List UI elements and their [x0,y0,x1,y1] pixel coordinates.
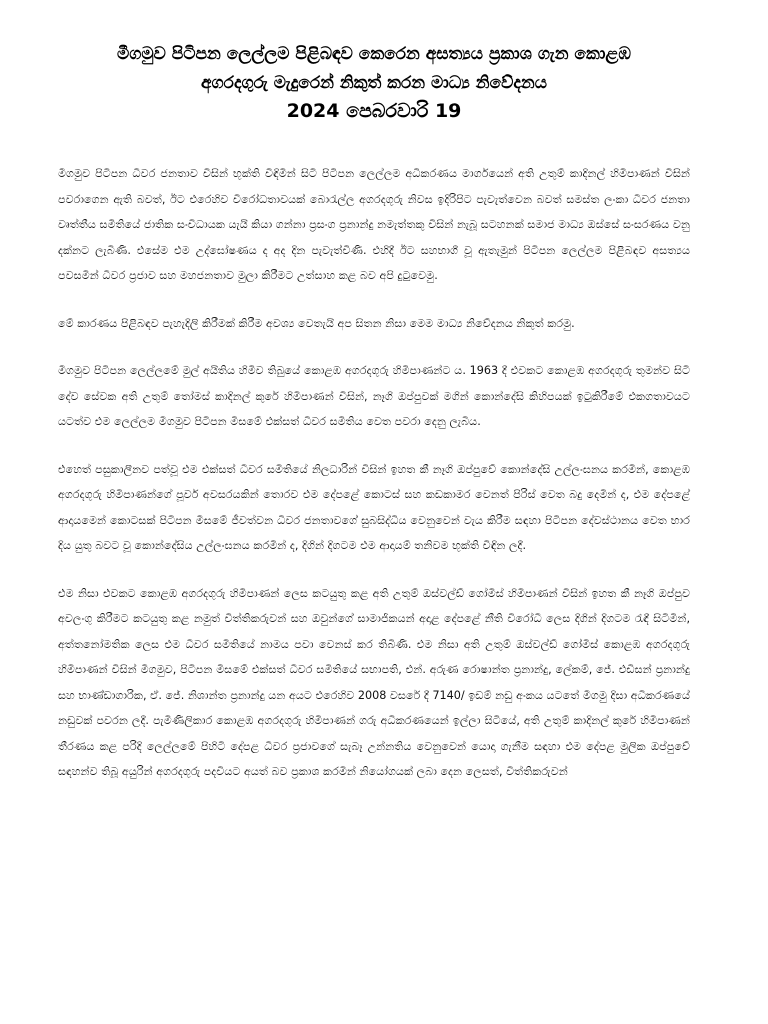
paragraph-5: එම නිසා එවකට කොළඹ අගරදගුරු හිමිපාණන් ලෙස කටයුතු කළ අති උතුම් ඔස්වල්ඩ් ගෝමිස් හිමිපාණන් විසින් ඉහත කී නෑගි ඔප්පුව අවලංගු කිරීමට කටයුතු කළ නමුත් විත්තිකරුවන් සහ ඔවුන්ගේ සාමාජිකයන් අදාළ දේපළේ නීති විරෝධී ලෙස දිගින් දිගටම රැඳී සිටිමින්, අත්තනෝමතික ලෙස එම ධීවර සමිතියේ නාමය පවා වෙනස් කර තිබිණි. එම නිසා අති උතුම් ඔස්වල්ඩ් ගෝමිස් කොළඹ අගරදගුරු හිමිපාණන් විසින් මීගමුව, පිටිපන මීසමේ එක්සත් ධීවර සමිතියේ සභාපති, එන්. අරුණ රොෂාන්ත ප්‍රනාන්දු, ලේකම්, ජේ. එඩිසන් ප්‍රනාන්දු සහ භාණ්ඩාගාරික, ඒ. ජේ. නිශාන්ත ප්‍රනාන්දු යන අයට එරෙහිව 2008 වසරේ දී 7140/ ඉඩම් නඩු අංකය යටතේ මීගමු දිසා අධිකරණයේ නඩුවක් පවරන ලදී. පැමිණිලිකාර කොළඹ අගරදගුරු හිමිපාණන් ගරු අධිකරණයෙන් ඉල්ලා සිටියේ, අති උතුම් කාදිනල් කුරේ හිමිපාණන් තීරණය කළ පරිදි ලෙල්ලමේ පිහිටි දේපළ ධීවර ප්‍රජාවගේ සැබෑ උන්නතිය වෙනුවෙන් යොදා ගැනීම සඳහා එම දේපළ මුලික ඔප්පුවේ සඳහන්ව තිබූ අයුරින් අගරදගුරු පදවියට අයත් බව ප්‍රකාශ කරමින් නියෝගයක් ලබා දෙන ලෙසත්, විත්තිකරුවන් [58,586,690,778]
paragraph-4: එහෙත් පසුකාලීනව පත්වූ එම එක්සත් ධීවර සමිතියේ නිලධාරින් විසින් ඉහත කී නෑගි ඔප්පුවේ කොන්දේසි උල්ලංඝනය කරමින්, කොළඹ අගරදගුරු හිමිපාණන්ගේ පූර්ව අවසරයකින් තොරව එම දේපළේ කොටස් සහ කඩකාමර වෙනත් පිරිස් වෙත බදු දෙමින් ද, එම දේපළේ ආදායමෙන් කොටසක් පිටිපන මීසමේ ජීවත්වන ධීවර ජනතාවගේ සුබසිද්ධිය වෙනුවෙන් වැය කිරීම සඳහා පිටිපන දේවස්ථානය වෙත භාර දිය යුතු බවට වූ කොන්දේසිය උල්ලංඝනය කරමින් ද, දිගින් දිගටම එම ආදායම් තනිවම භුක්ති විඳින ලදී. [58,462,690,552]
title-line-1: මීගමුව පිටිපන ලෙල්ලම පිළිබඳව කෙරෙන අසත්‍යය ප්‍රකාශ ගැන කොළඹ [117,44,631,64]
paragraph-1: මීගමුව පිටිපන ධීවර ජනතාව විසින් භුක්ති විඳිමින් සිටි පිටිපන ලෙල්ලම අධිකරණය මාර්ගයෙන් අති උතුම් කාදිනල් හිමිපාණන් විසින් පවරාගෙන ඇති බවත්, ඊට එරෙහිව විරෝධතාවයක් බොරැල්ල අගරදගුරු නිවස ඉදිරිපිට පැවැත්වෙන බවත් සමස්ත ලංකා ධීවර ජනතා වෘත්තීය සමිතියේ ජාතික සංවිධායක යැයි කියා ගන්නා ප්‍රසංග ප්‍රනාන්දු නමැත්තකු විසින් නැබූ සටහනක් සමාජ මාධ්‍ය ඔස්සේ සංසරණය වනු දක්නට ලැබිණි. එසේම එම උද්ඝෝෂණය ද අද දින පැවැත්විණි. එහිදී ඊට සහභාගී වූ ඇතැමුන් පිටිපන ලෙල්ලම පිළිබඳව අසත්‍යය පවසමින් ධීවර ප්‍රජාව සහ මහජනතාව මුලා කිරීමට උත්සාහ කළ බව අපි දුටුවෙමු. [58,167,690,282]
release-date: 2024 පෙබරවාරි 19 [286,100,462,122]
paragraph-3: මීගමුව පිටිපන ලෙල්ලමේ මුල් අයිතිය හිමිව තිබුයේ කොළඹ අගරදගුරු හිමිපාණන්ට ය. 1963 දී එවකට කොළඹ අගරදගුරු තුමන්ව සිටි දේව සේවක අති උතුම් තෝමස් කාදිනල් කුරේ හිමිපාණන් විසින්, නෑගි ඔප්පුවක් මගින් කොන්දේසි කිහිපයක් ඉටුකිරීමේ එකගතාවයට යටත්ව එම ලෙල්ලම මීගමුව පිටිපන මීසමේ එක්සත් ධීවර සමිතිය වෙත පවරා දෙනු ලැබිය. [58,364,690,428]
paragraph-2: මේ කාරණය පිළිබඳව පැහැදිලි කිරීමක් කිරීම අවශ්‍ය වෙතැයි අප සිතන නිසා මෙම මාධ්‍ය නිවේදනය නිකුත් කරමු. [58,316,575,330]
document-body [58,161,690,785]
title-line-2: අගරදගුරු මැදුරෙන් නිකුත් කරන මාධ්‍ය නිවේදනය [201,73,547,93]
document-header [58,40,690,125]
